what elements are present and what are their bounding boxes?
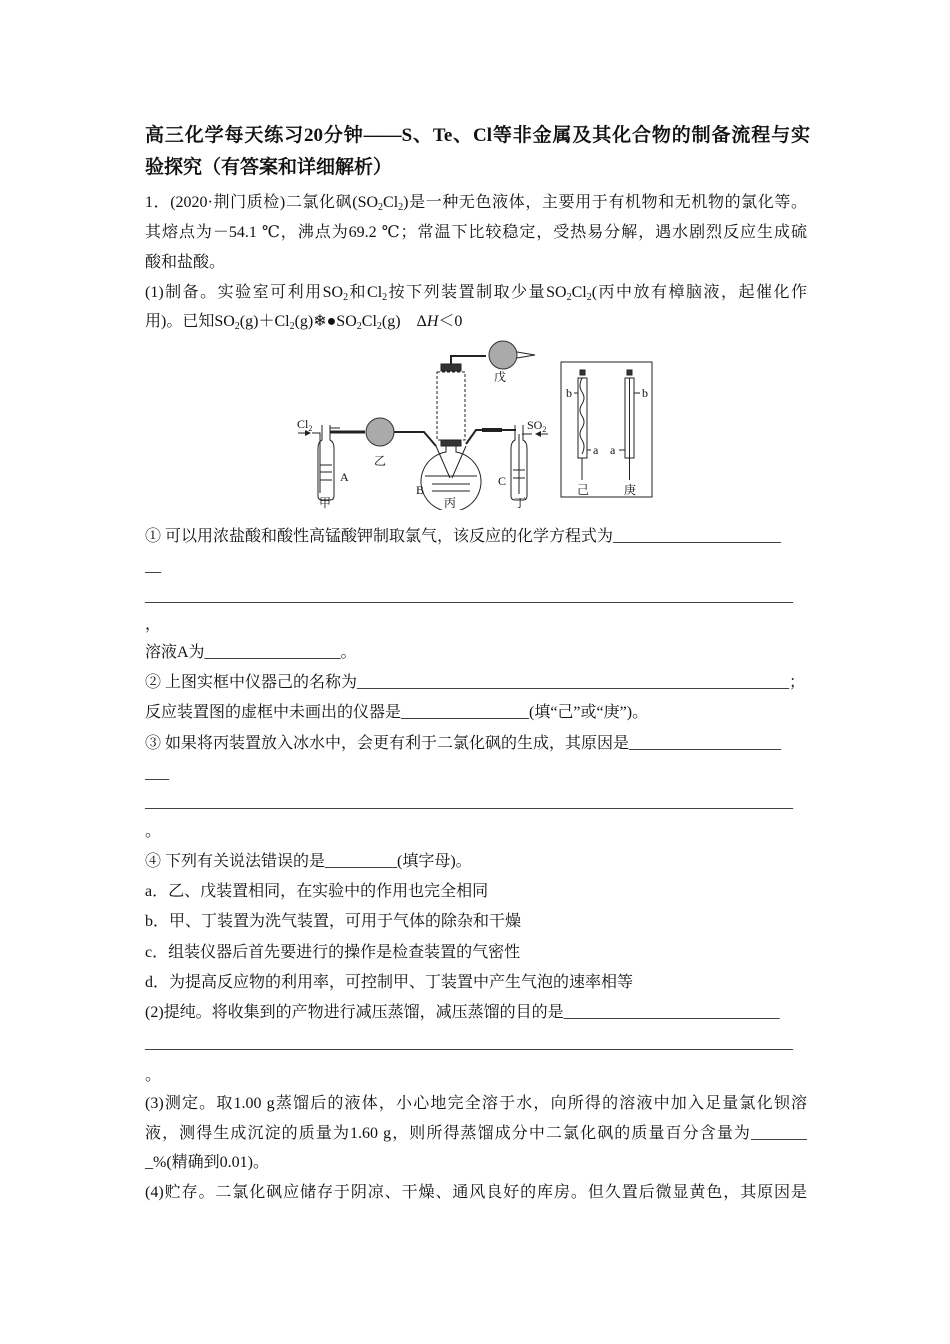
cl2-label: $Cl_2$ [297,417,313,433]
text-segment: ② 上图实框中仪器己的名称为______________________________________________________； [145,674,806,691]
text-line [145,311,807,333]
text-line [145,1182,807,1204]
text-line [145,851,807,873]
label-C: C [498,474,507,488]
text-line [145,821,807,843]
label-ding: 丁 [514,496,527,510]
apparatus-figure [290,340,670,510]
text-segment: 其熔点为－54.1 ℃，沸点为69.2 ℃；常温下比较稳定，受热易分解，遇水剧烈反应生成硫 [145,224,807,241]
text-segment: 1．(2020·荆门质检)二氯化砜(SO [145,194,379,211]
label-bing: 丙 [444,496,457,510]
text-segment: Cl [361,313,377,330]
text-segment: 。 [145,1067,162,1084]
label-a-ji: a [593,443,599,457]
text-line [145,881,807,903]
text-line [145,252,807,274]
text-segment: d．为提高反应物的利用率，可控制甲、丁装置中产生气泡的速率相等 [145,974,634,991]
text-segment: _%(精确到0.01)。 [145,1154,269,1171]
text-segment: 2 [343,292,349,303]
text-line [145,942,807,964]
text-line [145,911,807,933]
text-segment: Cl [383,194,399,211]
text-segment: (4)贮存。二氯化砜应储存于阴凉、干燥、通风良好的库房。但久置后微显黄色，其原因是 [145,1184,807,1201]
so2-label: $SO_2$ [527,418,547,434]
text-segment: 用)。已知SO [145,313,235,330]
text-segment: c．组装仪器后首先要进行的操作是检查装置的气密性 [145,944,521,961]
text-line [145,1002,807,1024]
text-line [145,702,807,724]
text-line [145,972,807,994]
text-segment: )是一种无色液体，主要用于有机物和无机物的氯化等。 [403,194,807,211]
text-segment: ① 可以用浓盐酸和酸性高锰酸钾制取氯气，该反应的化学方程式为_____________________ [145,528,782,545]
wash-bottle-jia [312,425,340,500]
text-line [145,1123,807,1145]
text-line [145,1093,807,1115]
label-a-geng: a [610,443,616,457]
text-segment: 2 [378,202,384,213]
text-segment: (3)测定。取1.00 g蒸馏后的液体，小心地完全溶于水，向所得的溶液中加入足量氯化钡溶 [145,1095,807,1112]
straight-condenser-geng [619,370,640,480]
label-geng: 庚 [624,483,637,497]
label-yi: 乙 [374,454,387,468]
text-segment: (g)＋Cl [239,313,290,330]
text-line [145,614,807,636]
text-segment: _________________________________________________________________________________ [145,588,793,605]
text-line [145,642,807,664]
label-jia: 甲 [319,496,332,510]
text-segment: 溶液A为_________________。 [145,644,357,661]
drying-tube-yi [366,418,394,446]
text-line [145,222,807,244]
label-B: B [416,483,425,497]
text-segment: ＜0 [438,313,463,330]
text-segment: 和Cl [348,284,383,301]
document-title-line-2: 验探究（有答案和详细解析） [145,157,393,178]
dashed-frame [437,372,465,440]
text-segment: 按下列装置制取少量SO [387,284,567,301]
text-segment: (g) Δ [381,313,427,330]
text-segment: b．甲、丁装置为洗气装置，可用于气体的除杂和干燥 [145,913,522,930]
text-segment: 2 [586,292,592,303]
label-ji: 己 [577,483,590,497]
text-segment: 2 [356,321,362,332]
text-line [145,556,807,578]
text-segment: (2)提纯。将收集到的产物进行减压蒸馏，减压蒸馏的目的是___________________________ [145,1004,780,1021]
text-segment: 。 [145,823,162,840]
text-segment: Cl [571,284,587,301]
label-b-geng: b [642,386,648,400]
text-segment: 2 [289,321,295,332]
text-line [145,1065,807,1087]
text-segment: _________________________________________________________________________________ [145,794,793,811]
text-segment: ④ 下列有关说法错误的是_________(填字母)。 [145,853,472,870]
text-line [145,282,807,304]
text-segment: 2 [376,321,382,332]
label-b-ji: b [566,386,572,400]
text-segment: 2 [398,202,404,213]
text-segment: a．乙、戊装置相同，在实验中的作用也完全相同 [145,883,489,900]
text-segment: 液，测得生成沉淀的质量为1.60 g，则所得蒸馏成分中二氯化砜的质量百分含量为_______ [145,1125,807,1142]
text-segment: (1)制备。实验室可利用SO [145,284,344,301]
text-segment: (丙中放有樟脑液，起催化作 [591,284,807,301]
text-line [145,1152,807,1174]
text-line [145,792,807,814]
text-segment: ， [145,616,162,633]
text-line [145,1033,807,1055]
text-line [145,672,807,694]
text-line [145,586,807,608]
text-line [145,526,807,548]
text-segment: 酸和盐酸。 [145,254,226,271]
document-title-line-1: 高三化学每天练习20分钟——S、Te、Cl等非金属及其化合物的制备流程与实 [145,125,810,146]
text-segment: H [426,313,439,330]
drying-tube-wu [489,341,517,369]
instrument-box [561,362,652,497]
label-A: A [340,470,349,484]
text-segment: _________________________________________________________________________________ [145,1035,793,1052]
text-segment: 2 [566,292,572,303]
text-segment: ___ [145,765,169,782]
serpentine-condenser-ji [574,370,591,480]
text-line [145,733,807,755]
text-segment: 反应装置图的虚框中未画出的仪器是________________(填“己”或“庚”)。 [145,704,649,721]
label-wu: 戊 [494,370,507,384]
text-segment: ③ 如果将丙装置放入冰水中，会更有利于二氯化砜的生成，其原因是___________________ [145,735,782,752]
text-segment: __ [145,558,161,575]
text-segment: (g)❄●SO [294,313,357,330]
text-line [145,763,807,785]
wash-bottle-ding [511,425,532,500]
text-segment: 2 [382,292,388,303]
text-line [145,192,807,214]
text-segment: 2 [234,321,240,332]
